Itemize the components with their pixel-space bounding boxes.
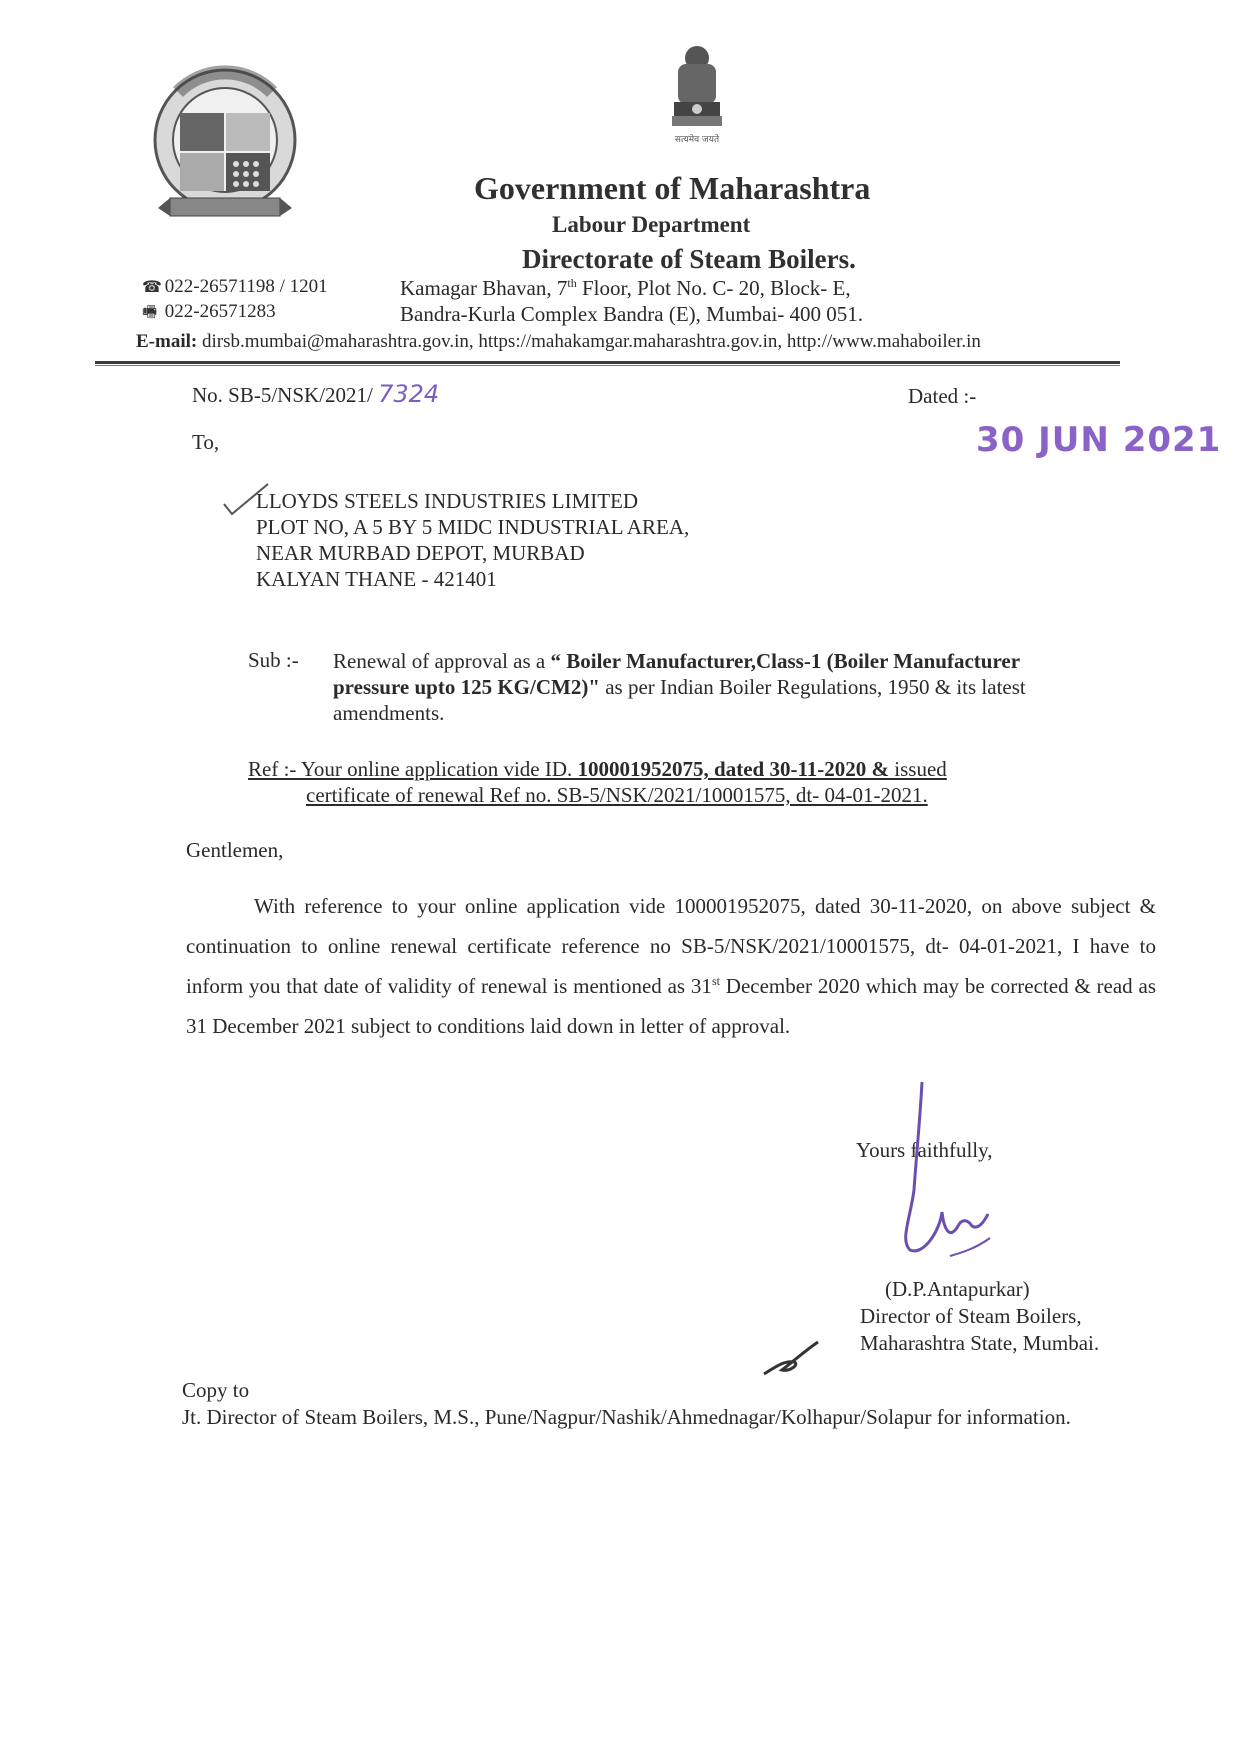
closing: Yours faithfully, <box>856 1138 993 1162</box>
phone-number: 022-26571198 / 1201 <box>164 276 328 297</box>
copy-to-label: Copy to <box>182 1378 250 1402</box>
department-title: Labour Department <box>552 212 751 237</box>
phone-line <box>142 276 328 298</box>
fax-line <box>142 301 276 328</box>
address-line: NEAR MURBAD DEPOT, MURBAD <box>256 541 585 565</box>
signatory-name: (D.P.Antapurkar) <box>885 1277 1030 1301</box>
address-line-2: Bandra-Kurla Complex Bandra (E), Mumbai- 400 051. <box>400 302 864 326</box>
address-line: LLOYDS STEELS INDUSTRIES LIMITED <box>256 489 639 513</box>
email-label: E-mail: <box>136 331 198 352</box>
signatory-block <box>860 1276 1099 1357</box>
copy-to-text: Jt. Director of Steam Boilers, M.S., Pune/Nagpur/Nashik/Ahmednagar/Kolhapur/Solapur for information. <box>182 1405 1071 1429</box>
emblem-motto: सत्यमेव जयते <box>674 135 720 145</box>
email-line <box>136 331 981 353</box>
directorate-title: Directorate of Steam Boilers. <box>522 244 856 274</box>
directorate-logo <box>150 58 300 248</box>
subject-text: Renewal of approval as a “ Boiler Manufacturer,Class-1 (Boiler Manufacturer pressure upto 125 KG/CM2)" as per Indian Boiler Regulations, 1950 & its latest amendments. <box>333 649 1026 725</box>
letterhead-divider-thin <box>95 365 1120 366</box>
subject-label: Sub :- <box>248 648 299 672</box>
date-stamp: 30 JUN 2021 <box>976 420 1222 460</box>
telephone-icon: ☎ <box>142 279 162 296</box>
dated-label: Dated :- <box>908 384 977 408</box>
handwritten-signature <box>880 1080 1030 1280</box>
government-title: Government of Maharashtra <box>474 170 871 206</box>
address-line-1: Kamagar Bhavan, 7th Floor, Plot No. C- 20, Block- E, <box>400 276 851 300</box>
letterhead-divider <box>95 361 1120 364</box>
address-line: PLOT NO, A 5 BY 5 MIDC INDUSTRIAL AREA, <box>256 515 690 539</box>
reference-text: Ref :- Your online application vide ID. 100001952075, dated 30-11-2020 & issued certificate of renewal Ref no. SB-5/NSK/2021/10001575, dt- 04-01-2021. <box>248 757 947 807</box>
fax-icon: 🖷 <box>142 304 158 321</box>
handwritten-number: 7324 <box>378 380 440 408</box>
signatory-location: Maharashtra State, Mumbai. <box>860 1331 1100 1355</box>
letter-number: No. SB-5/NSK/2021/ 7324 <box>192 380 440 408</box>
signatory-title: Director of Steam Boilers, <box>860 1304 1082 1328</box>
body-paragraph: With reference to your online application vide 100001952075, dated 30-11-2020, on above subject & continuation to online renewal certificate reference no SB-5/NSK/2021/10001575, dt- 04-01-2021, I have to inform you that date of validity of renewal is mentioned as 31st December 2020 which may be corrected & read as 31 December 2021 subject to conditions laid down in letter of approval. <box>186 894 1157 1038</box>
address-line: KALYAN THANE - 421401 <box>256 567 497 591</box>
salutation: Gentlemen, <box>186 838 284 862</box>
email-links: dirsb.mumbai@maharashtra.gov.in, https://mahakamgar.maharashtra.gov.in, http://www.mahaboiler.in <box>197 331 981 352</box>
to-label: To, <box>192 430 220 454</box>
national-emblem <box>664 42 730 150</box>
handwritten-initial <box>760 1340 820 1380</box>
fax-number: 022-26571283 <box>164 301 276 322</box>
recipient-address <box>256 488 689 592</box>
